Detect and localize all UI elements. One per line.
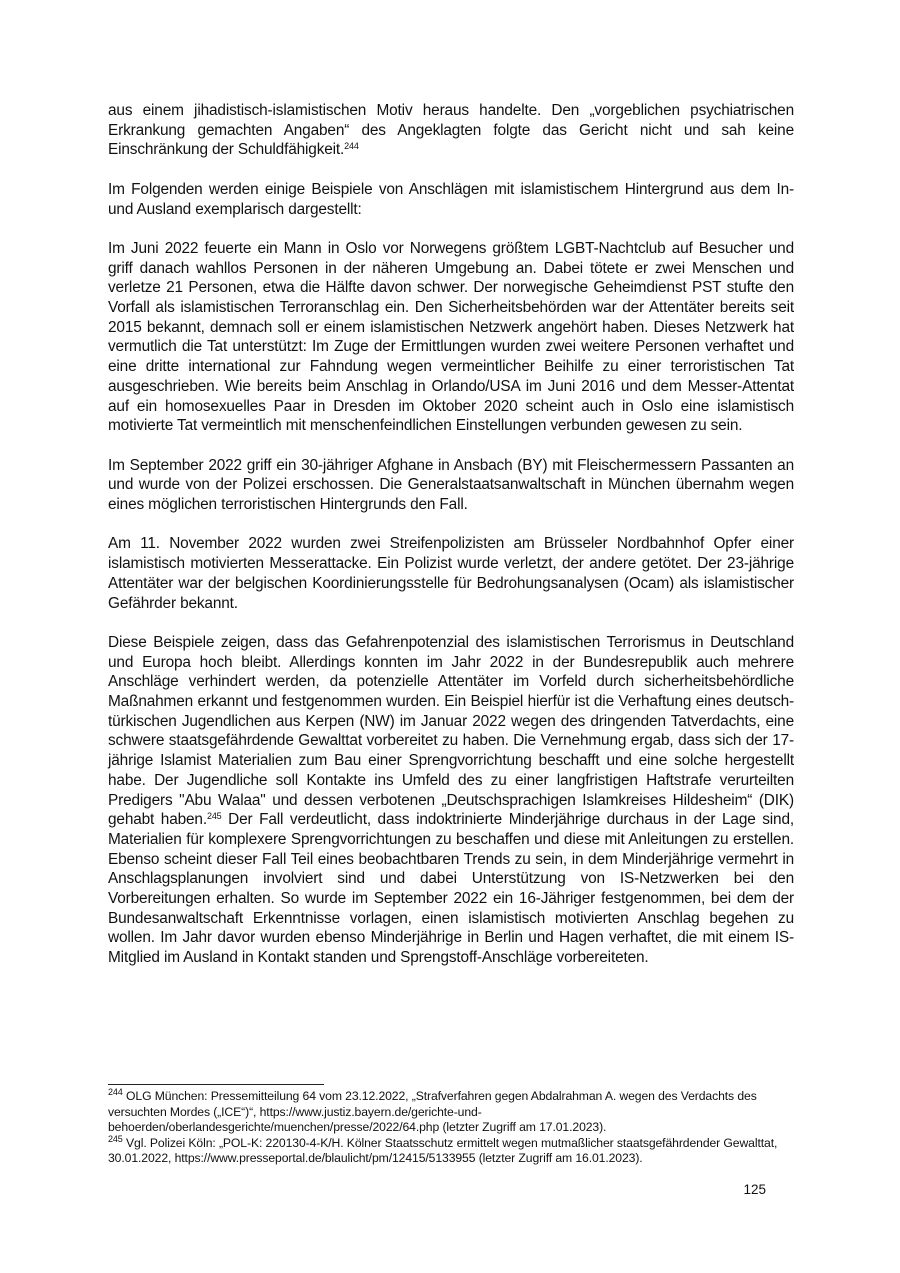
paragraph-6-text-b: Der Fall verdeutlicht, dass indoktrinierte Minderjährige durchaus in der Lage sind, Materialien für komplexere Sprengvorrichtungen zu beschaffen und diese mit Anleitungen zu erstellen. Ebenso scheint dieser Fall Teil eines beobachtbaren Trends zu sein, in dem Minderjährige vermehrt in Anschlagsplanungen involviert sind und dabei Unterstützung von IS-Netzwerken bei den Vorbereitungen erhalten. So wurde im September 2022 ein 16-Jähriger festgenommen, bei dem der Bundesanwaltschaft Erkenntnisse vorlagen, einen islamistisch motivierten Anschlag begehen zu wollen. Im Jahr davor wurden ebenso Minderjährige in Berlin und Hagen verhaftet, die mit einem IS-Mitglied im Ausland in Kontakt standen und Sprengstoff-Anschläge vorbereiteten. <box>108 811 795 967</box>
footnote-ref-244[interactable]: 244 <box>344 141 359 152</box>
paragraph-1 <box>108 101 794 160</box>
paragraph-6-text-a: Diese Beispiele zeigen, dass das Gefahrenpotenzial des islamistischen Terrorismus in Deutschland und Europa hoch bleibt. Allerdings konnten im Jahr 2022 in der Bundesrepublik auch mehrere Anschläge verhindert werden, da potenzielle Attentäter im Vorfeld durch sicherheitsbehördliche Maßnahmen erkannt und festgenommen wurden. Ein Beispiel hierfür ist die Verhaftung eines deutsch-türkischen Jugendlichen aus Kerpen (NW) im Januar 2022 wegen des dringenden Tatverdachts, eine schwere staatsgefährdende Gewalttat vorbereitet zu haben. Die Vernehmung ergab, dass sich der 17-jährige Islamist Materialien zum Bau einer Sprengvorrichtung beschafft und eine solche hergestellt habe. Der Jugendliche soll Kontakte ins Umfeld des zu einer langfristigen Haftstrafe verurteilten Predigers "Abu Walaa" und dessen verbotenen „Deutschsprachigen Islamkreises Hildesheim“ (DIK) gehabt haben. <box>108 633 794 829</box>
footnote-text: Vgl. Polizei Köln: „POL-K: 220130-4-K/H. Kölner Staatsschutz ermittelt wegen mutmaßlicher staatsgefährdender Gewalttat, 30.01.2022, https://www.presseportal.de/blaulicht/pm/12415/5133955 (letzter Zugriff am 16.01.2023). <box>108 1135 778 1166</box>
footnote-separator <box>108 1084 324 1085</box>
footnote-number: 245 <box>108 1133 123 1144</box>
paragraph-3: Im Juni 2022 feuerte ein Mann in Oslo vor Norwegens größtem LGBT-Nachtclub auf Besucher und griff danach wahllos Personen in der näheren Umgebung an. Dabei tötete er zwei Menschen und verletze 21 Personen, etwa die Hälfte davon schwer. Der norwegische Geheimdienst PST stufte den Vorfall als islamistischen Terroranschlag ein. Den Sicherheitsbehörden war der Attentäter bereits seit 2015 bekannt, demnach soll er einem islamistischen Netzwerk angehört haben. Dieses Netzwerk hat vermutlich die Tat unterstützt: Im Zuge der Ermittlungen wurden zwei weitere Personen verhaftet und eine dritte international zur Fahndung wegen vermeintlicher Beihilfe zu einer terroristischen Tat ausgeschrieben. Wie bereits beim Anschlag in Orlando/USA im Juni 2016 und dem Messer-Attentat auf ein homosexuelles Paar in Dresden im Oktober 2020 scheint auch in Oslo eine islamistisch motivierte Tat vermeintlich mit menschenfeindlichen Einstellungen verbunden gewesen zu sein. <box>108 239 794 435</box>
footnote-ref-245[interactable]: 245 <box>206 811 222 822</box>
paragraph-6 <box>108 633 794 968</box>
paragraph-5: Am 11. November 2022 wurden zwei Streifenpolizisten am Brüsseler Nordbahnhof Opfer einer islamistisch motivierten Messerattacke. Ein Polizist wurde verletzt, der andere getötet. Der 23-jährige Attentäter war der belgischen Koordinierungsstelle für Bedrohungsanalysen (Ocam) als islamistischer Gefährder bekannt. <box>108 535 794 612</box>
footnote-number: 244 <box>108 1087 123 1097</box>
footnotes <box>108 1089 794 1167</box>
body-text <box>108 101 794 988</box>
footnote-245 <box>108 1133 794 1167</box>
footnote-text: OLG München: Pressemitteilung 64 vom 23.12.2022, „Strafverfahren gegen Abdalrahman A. wegen des Verdachts des versuchten Mordes („ICE“)“, https://www.justiz.bayern.de/gerichte-und-behoerden/oberlandesgerichte/muenchen/presse/2022/64.php (letzter Zugriff am 17.01.2023). <box>108 1089 757 1135</box>
page-number: 125 <box>743 1182 766 1197</box>
paragraph-2: Im Folgenden werden einige Beispiele von Anschlägen mit islamistischem Hintergrund aus dem In- und Ausland exemplarisch dargestellt: <box>108 180 794 218</box>
paragraph-1-text: aus einem jihadistisch-islamistischen Motiv heraus handelte. Den „vorgeblichen psychiatrischen Erkrankung gemachten Angaben“ des Angeklagten folgte das Gericht nicht und sah keine Einschränkung der Schuldfähigkeit. <box>108 102 794 159</box>
footnote-244 <box>108 1089 794 1136</box>
paragraph-4: Im September 2022 griff ein 30-jähriger Afghane in Ansbach (BY) mit Fleischermessern Passanten an und wurde von der Polizei erschossen. Die Generalstaatsanwaltschaft in München übernahm wegen eines möglichen terroristischen Hintergrunds den Fall. <box>108 456 794 514</box>
